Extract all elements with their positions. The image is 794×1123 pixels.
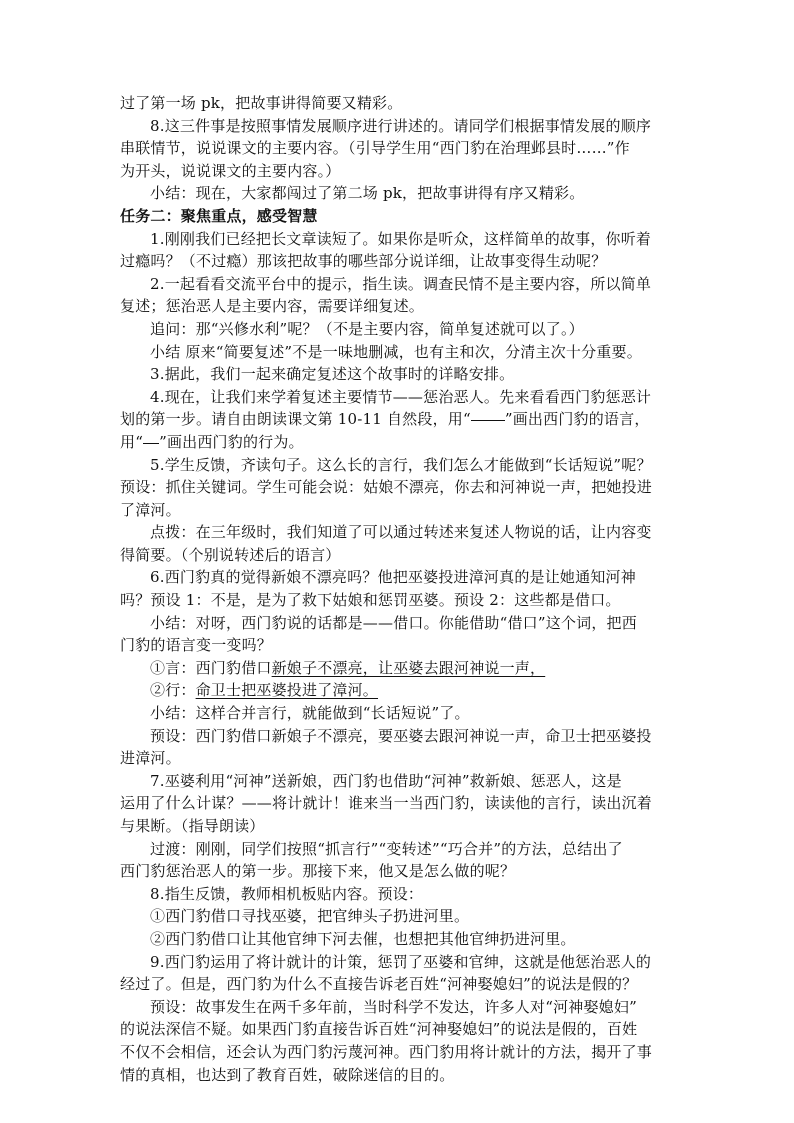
text-line: 小结 原来“简要复述”不是一味地删减，也有主和次，分清主次十分重要。: [150, 342, 642, 361]
fill-blank-long: [471, 419, 505, 421]
text-segment: ①言：西门豹借口: [150, 658, 272, 677]
text-line: 西门豹惩治恶人的第一步。那接下来，他又是怎么做的呢？: [120, 862, 516, 881]
text-line: 预设：西门豹借口新娘子不漂亮，要巫婆去跟河神说一声，命卫士把巫婆投: [150, 726, 652, 745]
text-line: 预设：抓住关键词。学生可能会说：姑娘不漂亮，你去和河神说一声，把她投进: [120, 478, 653, 497]
text-line: 为开头，说说课文的主要内容。）: [120, 161, 341, 180]
text-line: 进漳河。: [120, 749, 181, 768]
document-body: [120, 92, 680, 1086]
text-line: 7.巫婆利用“河神”送新娘，西门豹也借助“河神”救新娘、惩恶人，这是: [150, 771, 622, 790]
underlined-action: 命卫士把巫婆投进了漳河。: [195, 681, 379, 700]
text-line: [120, 679, 680, 702]
text-line: 预设：故事发生在两千多年前，当时科学不发达，许多人对“河神娶媳妇”: [150, 997, 637, 1016]
text-line: [120, 657, 680, 680]
text-line: ②西门豹借口让其他官绅下河去催，也想把其他官绅扔进河里。: [150, 929, 576, 948]
text-segment: ”画出西门豹的语言，: [504, 410, 650, 429]
text-line: 2.一起看看交流平台中的提示，指生读。调查民情不是主要内容，所以简单: [150, 274, 652, 293]
text-segment: 用“: [120, 432, 144, 451]
text-line: 点拨：在三年级时，我们知道了可以通过转述来复述人物说的话，让内容变: [150, 523, 652, 542]
text-line: ①西门豹借口寻找巫婆，把官绅头子扔进河里。: [150, 907, 470, 926]
text-line: 小结：现在，大家都闯过了第二场 pk，把故事讲得有序又精彩。: [150, 184, 585, 203]
text-line: 与果断。（指导朗读）: [120, 817, 265, 835]
text-line: 3.据此，我们一起来确定复述这个故事时的详略安排。: [150, 365, 515, 384]
text-line: 6.西门豹真的觉得新娘不漂亮吗？他把巫婆投进漳河真的是让她通知河神: [150, 568, 636, 587]
text-line: 小结：对呀，西门豹说的话都是——借口。你能借助“借口”这个词，把西: [150, 613, 637, 632]
text-line: 1.刚刚我们已经把长文章读短了。如果你是听众，这样简单的故事，你听着: [150, 229, 652, 248]
text-line: 了漳河。: [120, 500, 181, 519]
text-segment: 划的第一步。请自由朗读课文第 10-11 自然段，用“: [120, 410, 471, 429]
text-line: 运用了什么计谋？——将计就计！谁来当一当西门豹，读读他的言行，读出沉着: [120, 794, 653, 813]
text-line: 得简要。（个别说转述后的语言）: [120, 545, 341, 564]
text-line: 4.现在，让我们来学着复述主要情节——惩治恶人。先来看看西门豹惩恶计: [150, 387, 652, 406]
section-heading: 任务二：聚焦重点，感受智慧: [120, 206, 318, 225]
text-line: 9.西门豹运用了将计就计的计策，惩罚了巫婆和官绅，这就是他惩治恶人的: [150, 952, 652, 971]
text-line: 8.指生反馈，教师相机板贴内容。预设：: [150, 884, 424, 903]
text-segment: ”画出西门豹的行为。: [159, 432, 304, 451]
text-line: 8.这三件事是按照事情发展顺序进行讲述的。请同学们根据事情发展的顺序: [150, 116, 652, 135]
text-line: 5.学生反馈，齐读句子。这么长的言行，我们怎么才能做到“长话短说”呢？: [150, 455, 652, 474]
text-line: 的说法深信不疑。如果西门豹直接告诉百姓“河神娶媳妇”的说法是假的，百姓: [120, 1020, 638, 1039]
text-line: 不仅不会相信，还会认为西门豹污蔑河神。西门豹用将计就计的方法，揭开了事: [120, 1042, 653, 1061]
text-line: 情的真相，也达到了教育百姓，破除迷信的目的。: [120, 1065, 455, 1084]
underlined-speech: 新娘子不漂亮，让巫婆去跟河神说一声，: [271, 658, 546, 677]
text-line: [120, 431, 680, 454]
text-segment: ②行：: [150, 681, 196, 700]
text-line: 经过了。但是，西门豹为什么不直接告诉老百姓“河神娶媳妇”的说法是假的？: [120, 975, 638, 994]
text-line: 过了第一场 pk，把故事讲得简要又精彩。: [120, 94, 403, 112]
text-line: 追问：那“兴修水利”呢？（不是主要内容，简单复述就可以了。）: [150, 319, 584, 338]
text-line: 门豹的语言变一变吗？: [120, 636, 273, 655]
text-line: 过瘾吗？（不过瘾）那该把故事的哪些部分说详细，让故事变得生动呢？: [120, 252, 607, 271]
text-line: 过渡：刚刚，同学们按照“抓言行”“变转述”“巧合并”的方法，总结出了: [150, 839, 623, 858]
text-line: 串联情节，说说课文的主要内容。（引导学生用“西门豹在治理邺县时……”作: [120, 139, 630, 158]
text-line: [120, 408, 680, 431]
text-line: 复述；惩治恶人是主要内容，需要详细复述。: [120, 297, 425, 316]
fill-blank-short: [143, 442, 159, 444]
text-line: 吗？预设 1：不是，是为了救下姑娘和惩罚巫婆。预设 2：这些都是借口。: [120, 591, 621, 610]
text-line: 小结：这样合并言行，就能做到“长话短说”了。: [150, 704, 470, 723]
